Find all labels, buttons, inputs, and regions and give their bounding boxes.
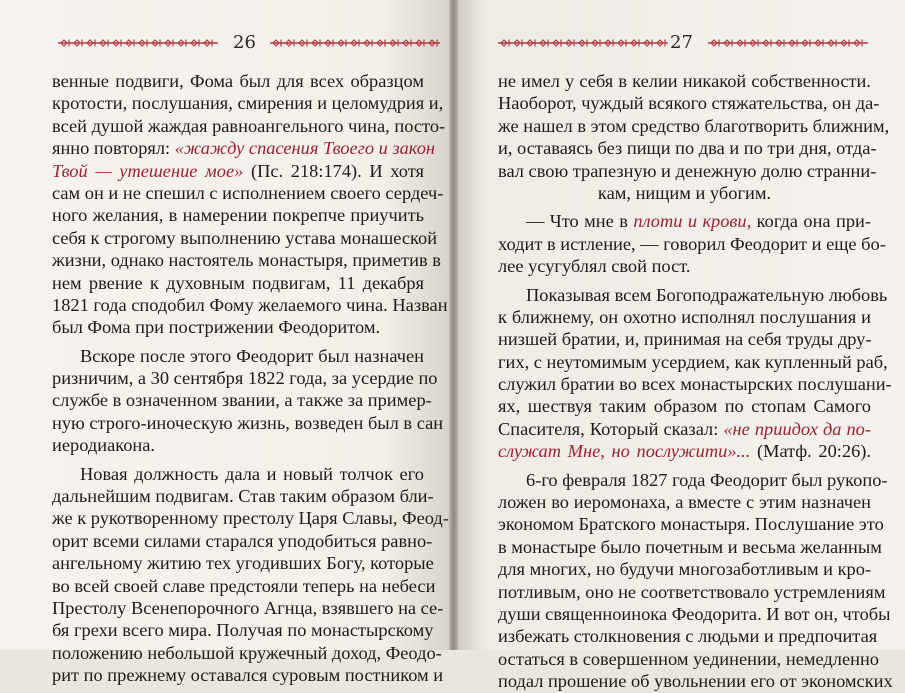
text-run: для многих, но будучи многозаботливым и кро- bbox=[498, 559, 872, 580]
text-line bbox=[498, 603, 891, 625]
text-run: 6-го февраля 1827 года Феодорит был рукопо- bbox=[526, 469, 888, 490]
text-line bbox=[52, 367, 438, 389]
text-line bbox=[52, 664, 444, 686]
text-run: остаться в совершенном уединении, немедленно bbox=[498, 648, 880, 669]
text-line bbox=[52, 182, 444, 204]
text-run: ложен во иеромонаха, а вместе с этим назначен bbox=[498, 492, 871, 513]
text-run: души священноинока Феодорита. И вот он, чтобы bbox=[498, 603, 891, 624]
text-line bbox=[52, 463, 424, 485]
text-line bbox=[498, 284, 888, 306]
text-line bbox=[52, 434, 424, 456]
scripture-quote: плоти и крови, bbox=[633, 211, 752, 232]
text-line bbox=[52, 642, 442, 664]
text-line bbox=[52, 552, 434, 574]
scripture-quote: служат Мне, но послужити»... bbox=[498, 441, 751, 462]
text-line bbox=[52, 530, 433, 552]
text-line bbox=[498, 513, 884, 535]
text-line bbox=[52, 249, 441, 271]
text-run: Новая должность дала и новый толчок его bbox=[80, 463, 424, 484]
text-run: ризничим, а 30 сентября 1822 года, за усердие по bbox=[52, 368, 438, 389]
text-line bbox=[498, 469, 888, 491]
text-line bbox=[498, 351, 888, 373]
text-run: сам он и не спешил с исполнением своего сердеч- bbox=[52, 182, 444, 203]
text-line bbox=[52, 485, 434, 507]
text-run: во всей своей славе предстояли теперь на небеси bbox=[52, 575, 436, 596]
left-page bbox=[0, 0, 449, 686]
text-run: ного желания, в намерении покрепче приучить bbox=[52, 205, 424, 226]
text-run: кам, нищим и убогим. bbox=[597, 182, 772, 203]
text-line bbox=[498, 70, 871, 92]
text-run: венные подвиги, Фома был для всех образцом bbox=[52, 71, 424, 91]
text-run: Наоборот, чуждый всякого стяжательства, он да- bbox=[498, 93, 880, 114]
text-line bbox=[498, 92, 880, 114]
text-line bbox=[498, 115, 890, 137]
text-line bbox=[498, 182, 871, 204]
page-number: 26 bbox=[233, 32, 256, 53]
text-run: всей душой жаждая равноангельного чина, посто- bbox=[52, 115, 446, 136]
text-run: орит всеми силами старался уподобиться равно- bbox=[52, 530, 433, 551]
text-line bbox=[52, 345, 424, 367]
text-run: избежать столкновения с людьми и предпочитая bbox=[498, 626, 878, 647]
scripture-quote: «не приидох да по- bbox=[723, 418, 871, 439]
text-run: 1821 года сподобил Фому желаемого чина. Назван bbox=[52, 294, 448, 315]
text-run: (Пс. 218:174). И хотя bbox=[243, 160, 424, 181]
ornament-rule-left bbox=[58, 39, 218, 47]
text-run: гих, с неутомимым усердием, как купленный раб, bbox=[498, 351, 888, 372]
text-run: экономом Братского монастыря. Послушание это bbox=[498, 514, 884, 535]
text-line bbox=[52, 272, 424, 294]
ornament-rule-right bbox=[270, 39, 440, 47]
text-run: же нашел в этом средство благотворить ближним, bbox=[498, 115, 890, 136]
text-run: же к рукотворенному престолу Царя Славы, Феод- bbox=[52, 508, 449, 529]
text-run: (Матф. 20:26). bbox=[750, 441, 871, 462]
text-run: рит по прежнему оставался суровым постником и bbox=[52, 665, 444, 686]
text-line bbox=[498, 328, 871, 350]
text-run: когда она при- bbox=[751, 211, 871, 232]
text-line bbox=[52, 70, 424, 92]
text-run: Показывая всем Богоподражательную любовь bbox=[526, 284, 888, 305]
text-line bbox=[498, 625, 878, 647]
text-line bbox=[52, 204, 424, 226]
right-page-header bbox=[458, 30, 905, 58]
text-run: к ближнему, он охотно исполнял послушания и bbox=[498, 306, 871, 327]
text-line bbox=[52, 92, 444, 114]
text-line bbox=[498, 233, 886, 255]
scripture-quote: Твой — утешение мое» bbox=[52, 160, 244, 181]
text-run: ную строго-иноческую жизнь, возведен был в сан bbox=[52, 412, 444, 433]
text-line bbox=[498, 440, 871, 462]
text-line bbox=[498, 395, 871, 417]
text-run: потливым, оно не соответствовало устремлениям bbox=[498, 581, 886, 602]
text-line bbox=[52, 316, 424, 338]
text-run: низшей братии, и, принимая на себя труды дру- bbox=[498, 329, 872, 350]
text-run: себя к строгому выполнению устава монашеской bbox=[52, 227, 438, 248]
text-line bbox=[52, 597, 444, 619]
text-run: служил братии во всех монастырских послушани- bbox=[498, 374, 892, 395]
text-line bbox=[498, 648, 880, 670]
text-line bbox=[498, 536, 882, 558]
text-line bbox=[498, 670, 893, 692]
text-line bbox=[52, 137, 436, 159]
text-line bbox=[52, 389, 432, 411]
text-line bbox=[52, 115, 446, 137]
left-page-text bbox=[52, 70, 449, 687]
text-run: Спасителя, Который сказал: bbox=[498, 418, 724, 439]
text-line bbox=[52, 507, 449, 529]
right-page-text bbox=[498, 70, 893, 693]
text-run: лее усугублял свой пост. bbox=[498, 256, 691, 277]
text-run: ях, шествуя таким образом по стопам Самого bbox=[498, 396, 871, 417]
text-line bbox=[498, 558, 871, 580]
left-page-header bbox=[0, 30, 449, 58]
text-line bbox=[498, 306, 871, 328]
text-run: вал свою трапезную и денежную долю странни- bbox=[498, 160, 877, 181]
text-run: службе в означенном звании, а также за пример- bbox=[52, 390, 432, 411]
text-run: жизни, однако настоятель монастыря, приметив в bbox=[52, 250, 441, 271]
text-run: ходит в истление, — говорил Феодорит и еще бо- bbox=[498, 233, 886, 254]
text-line bbox=[498, 373, 892, 395]
text-line bbox=[498, 210, 871, 232]
text-run: Вскоре после этого Феодорит был назначен bbox=[80, 345, 424, 366]
text-line bbox=[498, 491, 871, 513]
text-run: ангельному житию тех угодивших Богу, которые bbox=[52, 553, 434, 574]
ornament-rule-right bbox=[708, 39, 868, 47]
text-run: дальнейшим подвигам. Став таким образом бли- bbox=[52, 486, 434, 507]
text-line bbox=[498, 418, 871, 440]
text-run: Престолу Всенепорочного Агнца, взявшего на се- bbox=[52, 597, 444, 618]
text-run: положению небольшой кружечный доход, Феодо- bbox=[52, 642, 442, 663]
book-spine-gutter bbox=[449, 0, 458, 650]
text-run: — Что мне в bbox=[526, 211, 634, 232]
text-run: не имел у себя в келии никакой собственности. bbox=[498, 71, 871, 91]
text-run: янно повторял: bbox=[52, 138, 175, 159]
text-line bbox=[52, 575, 436, 597]
text-line bbox=[498, 255, 871, 277]
text-run: и, оставаясь без пищи по два и по три дня, отда- bbox=[498, 138, 877, 159]
text-line bbox=[52, 619, 434, 641]
text-run: в монастыре было почетным и весьма желанным bbox=[498, 536, 882, 557]
scripture-quote: «жажду спасения Твоего и закон bbox=[174, 138, 436, 159]
text-line bbox=[52, 294, 448, 316]
text-line bbox=[498, 160, 877, 182]
text-line bbox=[498, 137, 877, 159]
page-number: 27 bbox=[670, 32, 693, 53]
text-run: кротости, послушания, смирения и целомудрия и, bbox=[52, 93, 444, 114]
text-run: иеродиакона. bbox=[52, 435, 156, 456]
text-line bbox=[52, 160, 424, 182]
text-run: был Фома при пострижении Феодоритом. bbox=[52, 317, 381, 338]
ornament-rule-left bbox=[498, 39, 668, 47]
right-page bbox=[458, 0, 905, 692]
text-line bbox=[52, 227, 438, 249]
text-run: бя грехи всего мира. Получая по монастырскому bbox=[52, 620, 434, 641]
text-run: нем рвение к духовным подвигам, 11 декабря bbox=[52, 272, 424, 293]
text-line bbox=[52, 412, 444, 434]
text-run: подал прошение об увольнении его от экономских bbox=[498, 671, 893, 692]
text-line bbox=[498, 581, 886, 603]
